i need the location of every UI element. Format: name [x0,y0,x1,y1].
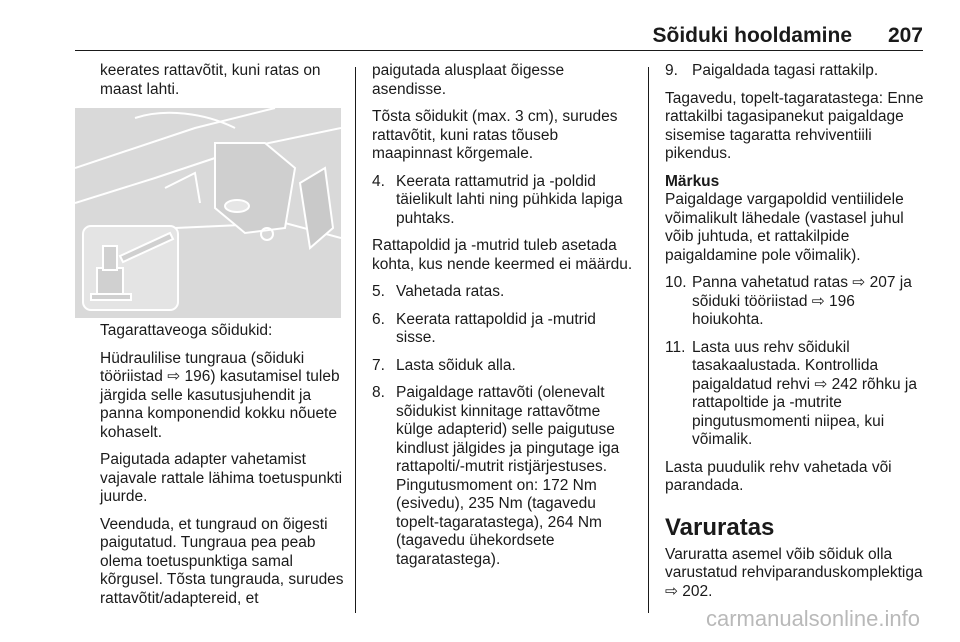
list-item [372,311,637,348]
note-heading: Märkus [665,172,720,190]
page-number: 207 [887,24,923,47]
list-number: 4. [372,172,385,190]
paragraph: Rattapoldid ja -mutrid tuleb asetada kohta, kus nende keermed ei määrdu. [372,237,633,273]
paragraph: Tagarattaveoga sõidukid: [100,322,273,339]
list-number: 9. [665,62,678,79]
list-number: 6. [372,310,385,328]
list-item [372,173,637,229]
list-item [665,339,930,450]
paragraph: keerates rattavõtit, kuni ratas on maast lahti. [100,62,321,98]
list-text: Keerata rattapoldid ja -mutrid sisse. [396,310,596,346]
column-1-lower [100,322,345,617]
list-number: 7. [372,356,385,374]
paragraph: Tõsta sõidukit (max. 3 cm), surudes rattavõtit, kuni ratas tõuseb maapinnast kõrgemale. [372,108,618,162]
list-text: Vahetada ratas. [396,283,505,300]
list-number: 8. [372,384,385,401]
column-2 [372,62,637,578]
paragraph: Lasta puudulik rehv vahetada või parandada. [665,458,892,494]
paragraph: Hüdraulilise tungraua (sõiduki tööriistad ⇨ 196) kasutamisel tuleb järgida selle kasutusjuhendit ja panna komponendid kokku nõuete kohaselt. [100,349,340,441]
column-1 [100,62,345,108]
list-text: Keerata rattamutrid ja -poldid täielikult lahti ning pühkida lapiga puhtaks. [396,172,623,227]
header-rule [75,50,923,51]
list-item [665,274,930,330]
paragraph: Veenduda, et tungraud on õigesti paigutatud. Tungraua pea peab olema toetuspunktiga samal kõrgusel. Tõsta tungrauda, surudes rattavõtit/adaptereid, et [100,515,344,607]
paragraph: Tagavedu, topelt-tagaratastega: Enne rattakilbi tagasipanekut paigaldage sisemise tagaratta rehviventiili pikendus. [665,89,924,162]
list-text: Lasta sõiduk alla. [396,356,516,374]
column-3 [665,62,930,610]
column-divider [355,67,356,613]
list-number: 11. [665,338,686,356]
column-divider [648,67,649,613]
list-item [372,357,637,376]
list-item [665,62,930,81]
list-item [372,283,637,302]
paragraph: paigutada alusplaat õigesse asendisse. [372,62,565,98]
list-number: 5. [372,283,385,300]
paragraph: Varuratta asemel võib sõiduk olla varustatud rehviparanduskomplektiga ⇨ 202. [665,545,923,600]
chapter-title: Sõiduki hooldamine [652,24,852,47]
page-header [0,0,960,48]
list-number: 10. [665,274,687,291]
list-text: Panna vahetatud ratas ⇨ 207 ja sõiduki tööriistad ⇨ 196 hoiukohta. [692,274,912,328]
list-text: Paigaldada tagasi rattakilp. [692,62,879,79]
list-item [372,384,637,569]
list-text: Paigaldage rattavõti (olenevalt sõidukist kinnitage rattavõtme külge adapterid) selle paigutuse kindlust jälgides ja pingutage iga rattapolti/-mutrit ristjärjestuses. Pingutusmoment on: 172 Nm (esivedu), 235 Nm (tagavedu topelt-tagaratastega), 264 Nm (tagavedu ühekordsete tagaratastega). [396,384,620,568]
section-heading: Varuratas [665,513,775,541]
watermark: carmanualsonline.info [705,606,920,631]
list-text: Lasta uus rehv sõidukil tasakaalustada. Kontrollida paigaldatud rehvi ⇨ 242 rõhku ja rattapoltide ja -mutrite pingutusmomenti niipea, kui võimalik. [692,338,917,448]
jack-wheel-illustration [75,108,341,318]
paragraph: Paigutada adapter vahetamist vajavale rattale lähima toetuspunkti juurde. [100,451,343,505]
note-text: Paigaldage vargapoldid ventiilidele võimalikult lähedale (vastasel juhul võib juhtuda, et rattakilpide paigaldamine pole võimalik). [665,191,904,264]
